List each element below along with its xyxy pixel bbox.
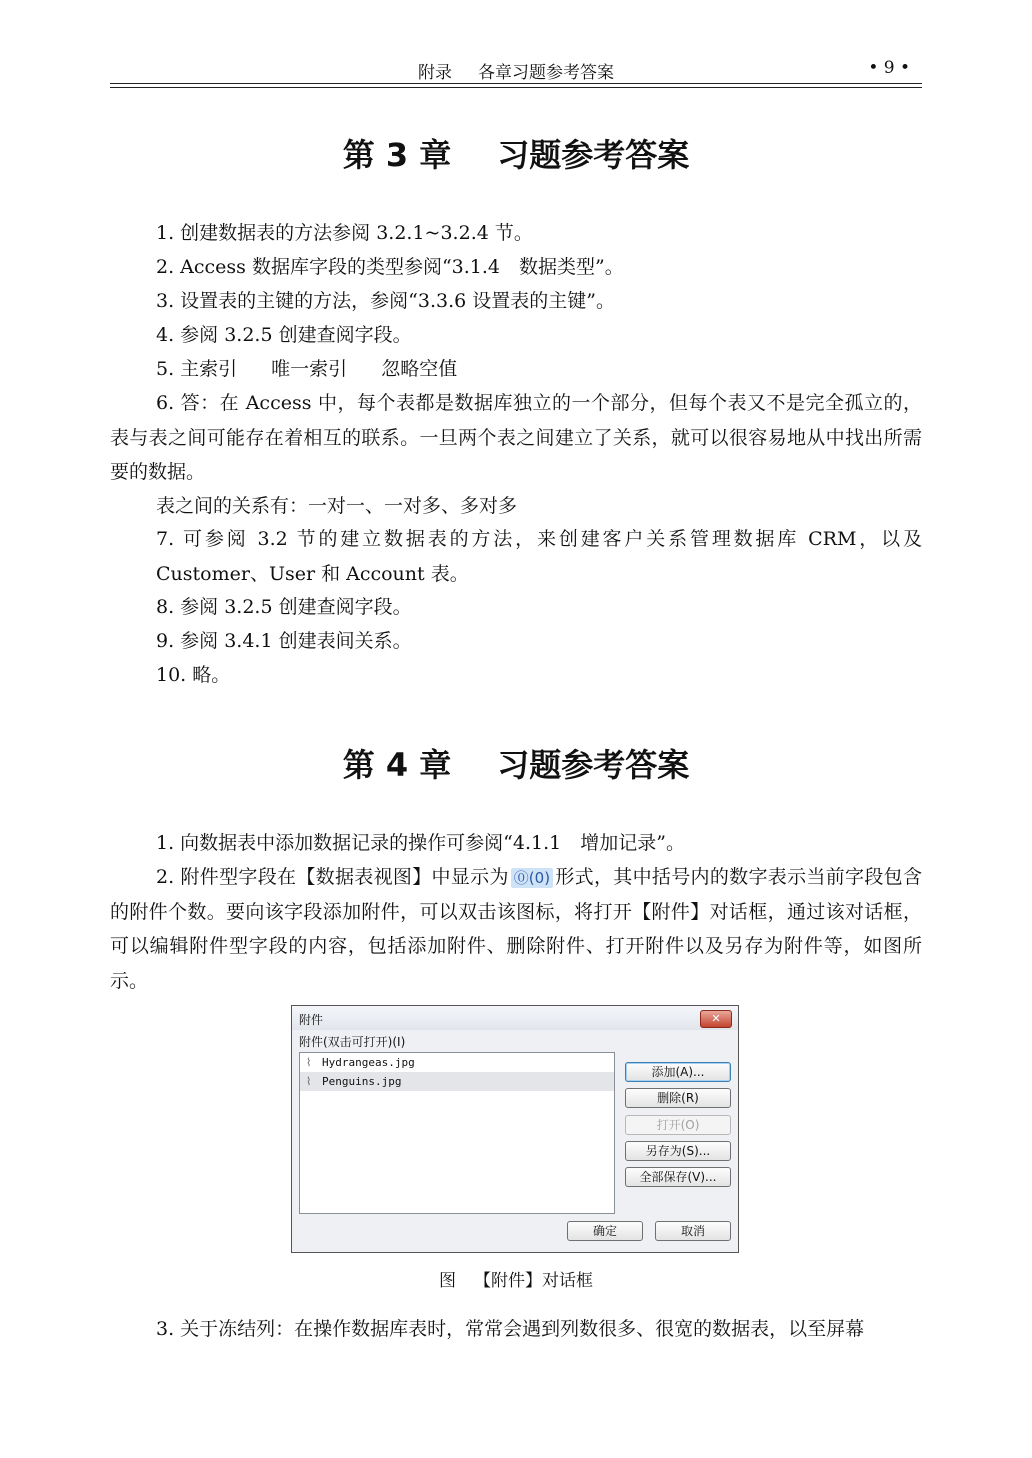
caption-text: 【附件】对话框 (474, 1271, 593, 1291)
ch3-item-2: 2. Access 数据库字段的类型参阅“3.1.4 数据类型”。 (156, 256, 624, 278)
ch4-item-2 (110, 860, 922, 998)
header-title (110, 58, 922, 83)
list-item[interactable] (300, 1072, 614, 1091)
header-rule-top (110, 83, 922, 84)
attachments-dialog (291, 1005, 739, 1253)
open-button[interactable]: 打开(O) (625, 1115, 731, 1135)
save-all-button[interactable]: 全部保存(V)... (625, 1167, 731, 1187)
ch4-item-3: 3. 关于冻结列：在操作数据库表时，常常会遇到列数很多、很宽的数据表，以至屏幕 (156, 1318, 865, 1340)
ch3-item-8: 8. 参阅 3.2.5 创建查阅字段。 (156, 596, 412, 618)
paperclip-icon: ⌇ (306, 1075, 312, 1088)
dialog-title: 附件 (299, 1013, 324, 1027)
ch3-item-5-b: 唯一索引 (271, 358, 348, 380)
dialog-titlebar[interactable] (292, 1006, 738, 1030)
page-number: • 9 • (868, 58, 910, 78)
chapter3-number: 第 3 章 (342, 136, 452, 174)
figure-caption (110, 1266, 922, 1291)
paperclip-icon: ⌇ (306, 1056, 312, 1069)
file-name: Penguins.jpg (322, 1075, 402, 1088)
file-name: Hydrangeas.jpg (322, 1056, 415, 1069)
list-item[interactable] (300, 1053, 614, 1072)
caption-prefix: 图 (439, 1271, 456, 1291)
cancel-button[interactable]: 取消 (655, 1221, 731, 1241)
add-button[interactable]: 添加(A)... (625, 1062, 731, 1082)
ch4-item-2-before: 2. 附件型字段在【数据表视图】中显示为 (156, 866, 509, 888)
chapter4-heading (110, 740, 922, 786)
ch3-item-6: 6. 答：在 Access 中，每个表都是数据库独立的一个部分，但每个表又不是完全孤立的，表与表之间可能存在着相互的联系。一旦两个表之间建立了关系，就可以很容易地从中找出所需要的数据。 (110, 392, 922, 483)
chapter3-heading (110, 130, 922, 176)
ch3-item-3: 3. 设置表的主键的方法，参阅“3.3.6 设置表的主键”。 (156, 290, 615, 312)
ch3-item-1: 1. 创建数据表的方法参阅 3.2.1~3.2.4 节。 (156, 222, 533, 244)
ch3-item-5 (156, 352, 922, 387)
ch4-item-2-after: 形式，其中括号内的数字表示当前字段包含的附件个数。要向该字段添加附件，可以双击该图标，将打开【附件】对话框，通过该对话框，可以编辑附件型字段的内容，包括添加附件、删除附件、打开附件以及另存为附件等，如图所示。 (110, 866, 922, 992)
header-appendix: 附录 (418, 63, 452, 83)
delete-button[interactable]: 删除(R) (625, 1088, 731, 1108)
header-rule-bottom (110, 87, 922, 88)
header-section-title: 各章习题参考答案 (478, 63, 614, 83)
running-header (110, 56, 922, 82)
close-button[interactable]: ✕ (700, 1010, 732, 1028)
attachment-field-icon: ⓪(0) (511, 868, 553, 888)
save-as-button[interactable]: 另存为(S)... (625, 1141, 731, 1161)
attachments-list-label: 附件(双击可打开)(I) (299, 1035, 406, 1049)
ch4-item-1: 1. 向数据表中添加数据记录的操作可参阅“4.1.1 增加记录”。 (156, 832, 685, 854)
chapter3-title: 习题参考答案 (497, 136, 690, 174)
ch3-item-4: 4. 参阅 3.2.5 创建查阅字段。 (156, 324, 412, 346)
ch3-item-10: 10. 略。 (156, 664, 231, 686)
attachments-list[interactable] (299, 1052, 615, 1214)
chapter4-number: 第 4 章 (342, 746, 452, 784)
ch3-item-9: 9. 参阅 3.4.1 创建表间关系。 (156, 630, 412, 652)
ch3-item-7: 7. 可参阅 3.2 节的建立数据表的方法，来创建客户关系管理数据库 CRM，以及 Customer、User 和 Account 表。 (156, 528, 922, 585)
ok-button[interactable]: 确定 (567, 1221, 643, 1241)
ch3-item-5-c: 忽略空值 (381, 358, 458, 380)
chapter4-title: 习题参考答案 (497, 746, 690, 784)
ch3-item-5-a: 5. 主索引 (156, 358, 238, 380)
ch3-relations: 表之间的关系有：一对一、一对多、多对多 (156, 495, 518, 517)
